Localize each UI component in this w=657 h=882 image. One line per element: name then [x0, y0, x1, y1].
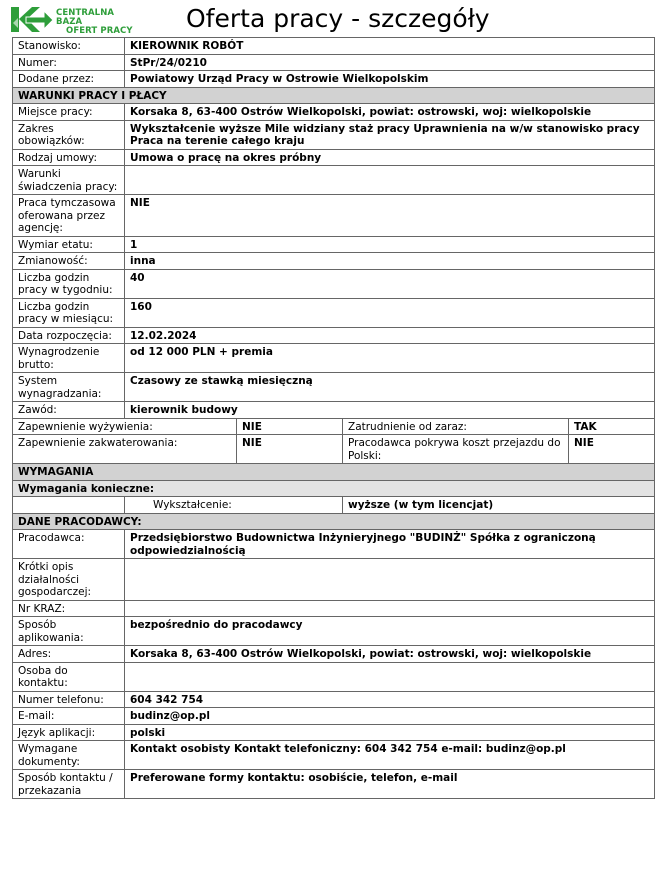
- row-benefits-2: [13, 435, 655, 464]
- row-start-date: [13, 327, 655, 344]
- immediate-employment-label: Zatrudnienie od zaraz:: [343, 418, 569, 435]
- language-value: polski: [125, 724, 655, 741]
- row-address: [13, 646, 655, 663]
- row-temp-work: [13, 195, 655, 237]
- row-contact-method: [13, 770, 655, 799]
- education-value: wyższe (w tym licencjat): [343, 497, 655, 514]
- row-contact-person: [13, 662, 655, 691]
- email-label: E-mail:: [13, 708, 125, 725]
- travel-cost-label: Pracodawca pokrywa koszt przejazdu do Polski:: [343, 435, 569, 464]
- row-benefits-1: [13, 418, 655, 435]
- position-value: KIEROWNIK ROBÓT: [125, 38, 655, 55]
- kraz-label: Nr KRAZ:: [13, 600, 125, 617]
- activity-label: Krótki opis działalności gospodarczej:: [13, 559, 125, 601]
- section-employer-title: DANE PRACODAWCY:: [13, 513, 655, 530]
- row-number: [13, 54, 655, 71]
- salary-label: Wynagrodzenie brutto:: [13, 344, 125, 373]
- logo-line-2: OFERT PRACY: [66, 26, 133, 36]
- workplace-value: Korsaka 8, 63-400 Ostrów Wielkopolski, powiat: ostrowski, woj: wielkopolskie: [125, 104, 655, 121]
- added-by-label: Dodane przez:: [13, 71, 125, 88]
- row-kraz: [13, 600, 655, 617]
- apply-method-value: bezpośrednio do pracodawcy: [125, 617, 655, 646]
- workplace-label: Miejsce pracy:: [13, 104, 125, 121]
- email-value: budinz@op.pl: [125, 708, 655, 725]
- pay-system-label: System wynagradzania:: [13, 373, 125, 402]
- row-language: [13, 724, 655, 741]
- profession-value: kierownik budowy: [125, 402, 655, 419]
- accommodation-label: Zapewnienie zakwaterowania:: [13, 435, 237, 464]
- temp-work-label: Praca tymczasowa oferowana przez agencję:: [13, 195, 125, 237]
- contact-method-label: Sposób kontaktu / przekazania: [13, 770, 125, 799]
- salary-value: od 12 000 PLN + premia: [125, 344, 655, 373]
- work-conditions-label: Warunki świadczenia pracy:: [13, 166, 125, 195]
- row-work-conditions: [13, 166, 655, 195]
- section-requirements: [13, 464, 655, 481]
- row-documents: [13, 741, 655, 770]
- apply-method-label: Sposób aplikowania:: [13, 617, 125, 646]
- education-label: Wykształcenie:: [125, 497, 343, 514]
- page-header: [0, 0, 657, 36]
- row-activity: [13, 559, 655, 601]
- row-profession: [13, 402, 655, 419]
- travel-cost-value: NIE: [569, 435, 655, 464]
- row-email: [13, 708, 655, 725]
- phone-label: Numer telefonu:: [13, 691, 125, 708]
- fte-label: Wymiar etatu:: [13, 236, 125, 253]
- row-employer: [13, 530, 655, 559]
- temp-work-value: NIE: [125, 195, 655, 237]
- accommodation-value: NIE: [237, 435, 343, 464]
- logo-text: [56, 9, 140, 36]
- hours-month-value: 160: [125, 298, 655, 327]
- hours-month-label: Liczba godzin pracy w miesiącu:: [13, 298, 125, 327]
- profession-label: Zawód:: [13, 402, 125, 419]
- start-date-value: 12.02.2024: [125, 327, 655, 344]
- shifts-value: inna: [125, 253, 655, 270]
- cbop-logo: [10, 5, 140, 35]
- duties-label: Zakres obowiązków:: [13, 120, 125, 149]
- number-value: StPr/24/0210: [125, 54, 655, 71]
- row-contract-type: [13, 149, 655, 166]
- row-shifts: [13, 253, 655, 270]
- meals-label: Zapewnienie wyżywienia:: [13, 418, 237, 435]
- subsection-required-title: Wymagania konieczne:: [13, 480, 655, 497]
- kraz-value: [125, 600, 655, 617]
- phone-value: 604 342 754: [125, 691, 655, 708]
- contract-type-value: Umowa o pracę na okres próbny: [125, 149, 655, 166]
- immediate-employment-value: TAK: [569, 418, 655, 435]
- work-conditions-value: [125, 166, 655, 195]
- position-label: Stanowisko:: [13, 38, 125, 55]
- row-education: [13, 497, 655, 514]
- row-position: [13, 38, 655, 55]
- row-hours-week: [13, 269, 655, 298]
- contact-person-label: Osoba do kontaktu:: [13, 662, 125, 691]
- shifts-label: Zmianowość:: [13, 253, 125, 270]
- offer-details-table: [12, 37, 655, 799]
- added-by-value: Powiatowy Urząd Pracy w Ostrowie Wielkopolskim: [125, 71, 655, 88]
- row-duties: [13, 120, 655, 149]
- row-added-by: [13, 71, 655, 88]
- logo-line-1: CENTRALNA BAZA: [56, 8, 115, 27]
- employer-label: Pracodawca:: [13, 530, 125, 559]
- documents-value: Kontakt osobisty Kontakt telefoniczny: 604 342 754 e-mail: budinz@op.pl: [125, 741, 655, 770]
- number-label: Numer:: [13, 54, 125, 71]
- address-label: Adres:: [13, 646, 125, 663]
- address-value: Korsaka 8, 63-400 Ostrów Wielkopolski, powiat: ostrowski, woj: wielkopolskie: [125, 646, 655, 663]
- row-phone: [13, 691, 655, 708]
- row-salary: [13, 344, 655, 373]
- row-workplace: [13, 104, 655, 121]
- page-title: Oferta pracy - szczegóły: [186, 4, 490, 33]
- row-fte: [13, 236, 655, 253]
- row-apply-method: [13, 617, 655, 646]
- contract-type-label: Rodzaj umowy:: [13, 149, 125, 166]
- education-spacer: [13, 497, 125, 514]
- pay-system-value: Czasowy ze stawką miesięczną: [125, 373, 655, 402]
- meals-value: NIE: [237, 418, 343, 435]
- contact-person-value: [125, 662, 655, 691]
- documents-label: Wymagane dokumenty:: [13, 741, 125, 770]
- contact-method-value: Preferowane formy kontaktu: osobiście, telefon, e-mail: [125, 770, 655, 799]
- row-hours-month: [13, 298, 655, 327]
- language-label: Język aplikacji:: [13, 724, 125, 741]
- employer-value: Przedsiębiorstwo Budownictwa Inżynieryjnego "BUDINŻ" Spółka z ograniczoną odpowiedzialnością: [125, 530, 655, 559]
- fte-value: 1: [125, 236, 655, 253]
- hours-week-label: Liczba godzin pracy w tygodniu:: [13, 269, 125, 298]
- row-pay-system: [13, 373, 655, 402]
- activity-value: [125, 559, 655, 601]
- section-employer: [13, 513, 655, 530]
- section-conditions-title: WARUNKI PRACY I PŁACY: [13, 87, 655, 104]
- section-conditions: [13, 87, 655, 104]
- hours-week-value: 40: [125, 269, 655, 298]
- subsection-required: [13, 480, 655, 497]
- logo-mark-icon: [10, 5, 54, 35]
- duties-value: Wykształcenie wyższe Mile widziany staż pracy Uprawnienia na w/w stanowisko pracy Praca na terenie całego kraju: [125, 120, 655, 149]
- start-date-label: Data rozpoczęcia:: [13, 327, 125, 344]
- section-requirements-title: WYMAGANIA: [13, 464, 655, 481]
